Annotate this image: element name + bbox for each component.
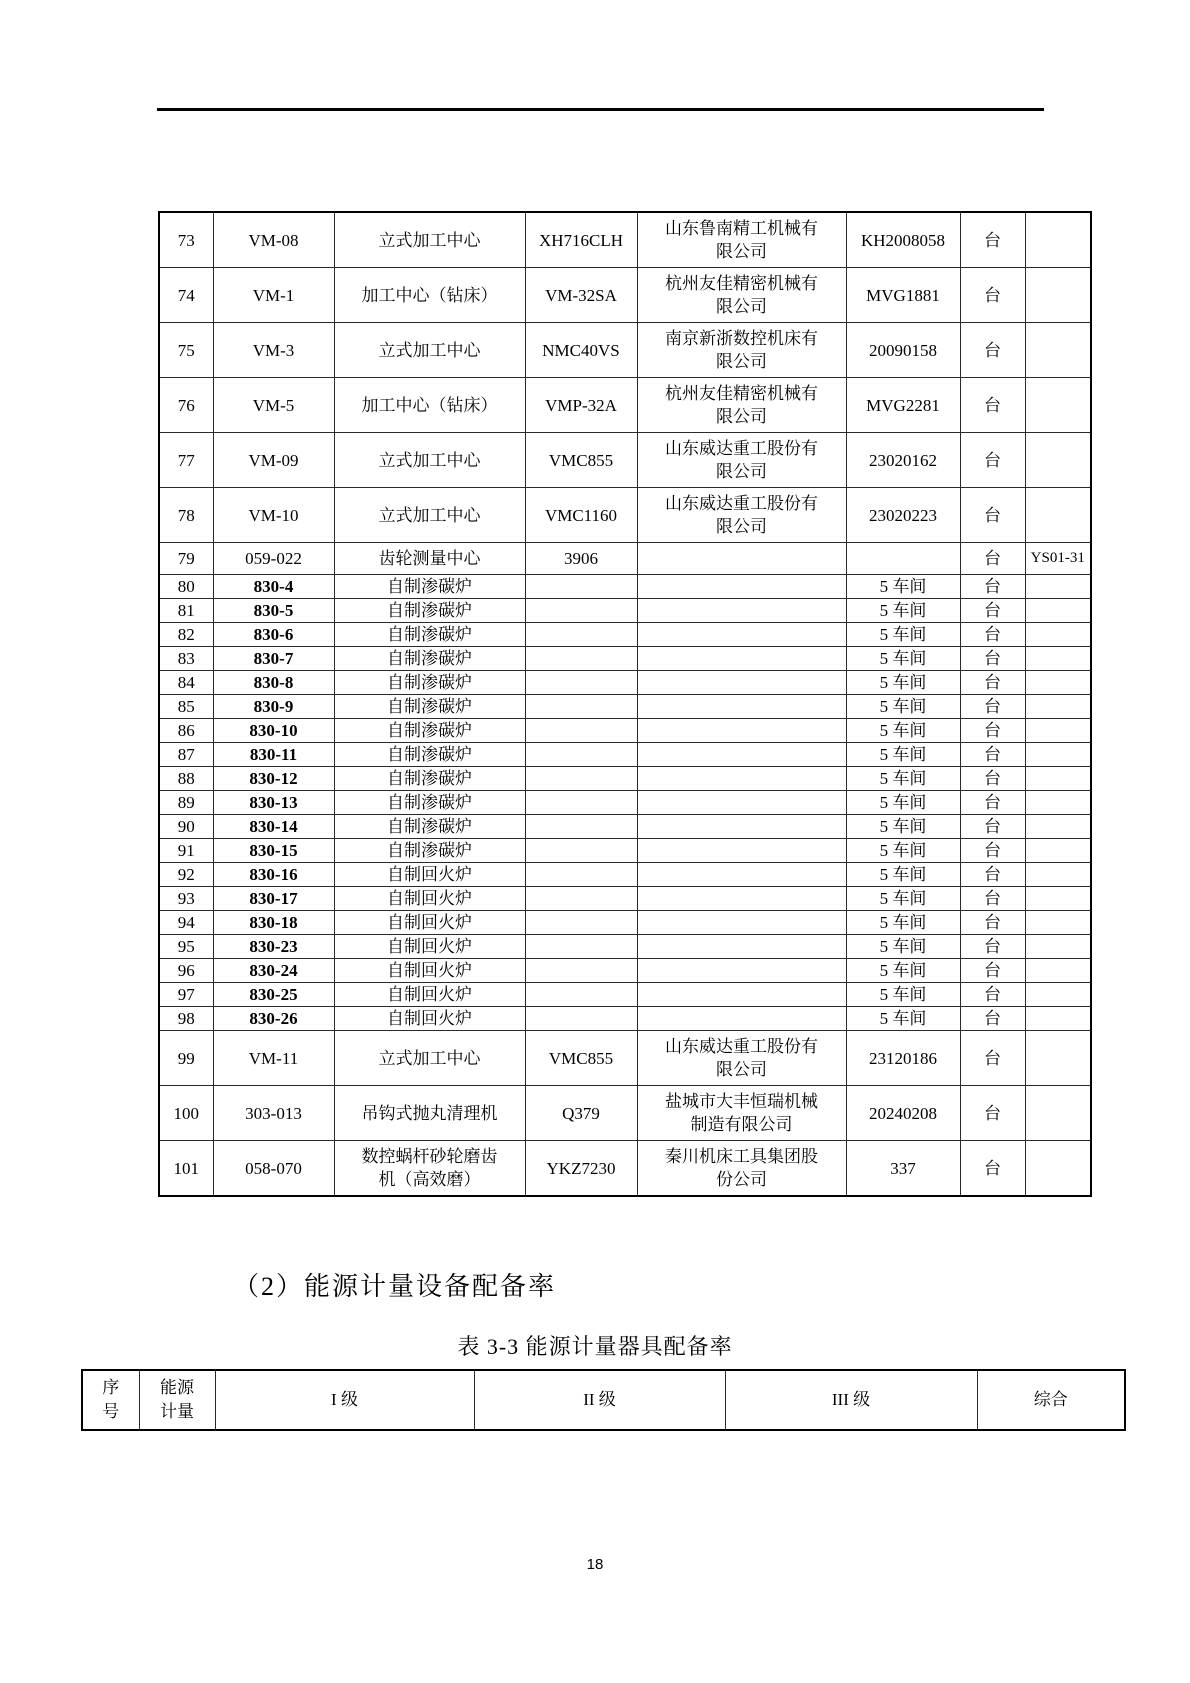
cell-note	[1025, 911, 1091, 935]
metering-table	[81, 1369, 1126, 1431]
cell-model	[525, 647, 637, 671]
cell-name: 立式加工中心	[334, 488, 525, 543]
cell-manufacturer	[637, 983, 846, 1007]
cell-model	[525, 623, 637, 647]
cell-unit: 台	[960, 1086, 1025, 1141]
cell-unit: 台	[960, 488, 1025, 543]
cell-serial: 5 车间	[846, 815, 960, 839]
cell-name: 吊钩式抛丸清理机	[334, 1086, 525, 1141]
cell-model: VMC855	[525, 433, 637, 488]
cell-name: 立式加工中心	[334, 1031, 525, 1086]
cell-model: VMC855	[525, 1031, 637, 1086]
table-row	[159, 212, 1091, 268]
cell-model	[525, 1007, 637, 1031]
cell-no: 100	[159, 1086, 213, 1141]
table-row	[159, 647, 1091, 671]
cell-name: 自制回火炉	[334, 911, 525, 935]
cell-note	[1025, 575, 1091, 599]
table-row	[159, 543, 1091, 575]
cell-no: 96	[159, 959, 213, 983]
cell-name: 自制渗碳炉	[334, 743, 525, 767]
cell-model	[525, 887, 637, 911]
cell-code: 830-9	[213, 695, 334, 719]
cell-serial: 5 车间	[846, 911, 960, 935]
cell-serial: 5 车间	[846, 719, 960, 743]
table-row	[159, 959, 1091, 983]
cell-name: 自制回火炉	[334, 935, 525, 959]
cell-serial	[846, 543, 960, 575]
cell-model: 3906	[525, 543, 637, 575]
cell-manufacturer	[637, 743, 846, 767]
col-header-energy-metering-label: 能源计量	[160, 1378, 194, 1421]
table-row	[159, 719, 1091, 743]
table-row	[159, 887, 1091, 911]
cell-note	[1025, 983, 1091, 1007]
table-row	[159, 767, 1091, 791]
cell-model	[525, 935, 637, 959]
cell-serial: 23020162	[846, 433, 960, 488]
cell-no: 81	[159, 599, 213, 623]
cell-unit: 台	[960, 887, 1025, 911]
table-row	[159, 671, 1091, 695]
table-row	[159, 268, 1091, 323]
cell-unit: 台	[960, 959, 1025, 983]
cell-no: 95	[159, 935, 213, 959]
cell-note	[1025, 743, 1091, 767]
cell-code: VM-11	[213, 1031, 334, 1086]
cell-serial: MVG2281	[846, 378, 960, 433]
cell-name: 加工中心（钻床）	[334, 378, 525, 433]
cell-manufacturer: 山东鲁南精工机械有限公司	[637, 212, 846, 268]
cell-serial: 5 车间	[846, 623, 960, 647]
cell-manufacturer: 山东威达重工股份有限公司	[637, 433, 846, 488]
cell-name: 自制回火炉	[334, 863, 525, 887]
cell-model	[525, 767, 637, 791]
cell-code: VM-08	[213, 212, 334, 268]
cell-unit: 台	[960, 323, 1025, 378]
cell-name: 自制回火炉	[334, 1007, 525, 1031]
cell-serial: 337	[846, 1141, 960, 1197]
cell-note	[1025, 1007, 1091, 1031]
cell-note	[1025, 623, 1091, 647]
cell-code: 830-7	[213, 647, 334, 671]
cell-model	[525, 863, 637, 887]
cell-no: 76	[159, 378, 213, 433]
cell-manufacturer	[637, 543, 846, 575]
cell-name: 加工中心（钻床）	[334, 268, 525, 323]
cell-serial: 5 车间	[846, 1007, 960, 1031]
cell-no: 86	[159, 719, 213, 743]
cell-name: 立式加工中心	[334, 212, 525, 268]
cell-unit: 台	[960, 791, 1025, 815]
cell-serial: 5 车间	[846, 695, 960, 719]
cell-code: VM-5	[213, 378, 334, 433]
cell-model	[525, 911, 637, 935]
cell-model	[525, 959, 637, 983]
page-number: 18	[586, 1556, 604, 1573]
cell-name: 自制渗碳炉	[334, 575, 525, 599]
cell-manufacturer	[637, 695, 846, 719]
cell-unit: 台	[960, 767, 1025, 791]
cell-unit: 台	[960, 695, 1025, 719]
cell-code: 830-18	[213, 911, 334, 935]
cell-model	[525, 599, 637, 623]
cell-note	[1025, 887, 1091, 911]
cell-serial: 5 车间	[846, 887, 960, 911]
cell-code: 830-13	[213, 791, 334, 815]
cell-note	[1025, 599, 1091, 623]
cell-code: 830-14	[213, 815, 334, 839]
cell-name: 自制渗碳炉	[334, 671, 525, 695]
cell-no: 73	[159, 212, 213, 268]
cell-code: VM-10	[213, 488, 334, 543]
cell-unit: 台	[960, 719, 1025, 743]
cell-note	[1025, 1086, 1091, 1141]
cell-unit: 台	[960, 983, 1025, 1007]
cell-manufacturer	[637, 887, 846, 911]
table-row	[159, 599, 1091, 623]
cell-manufacturer	[637, 815, 846, 839]
cell-serial: 23120186	[846, 1031, 960, 1086]
cell-unit: 台	[960, 839, 1025, 863]
cell-model	[525, 671, 637, 695]
table-row	[159, 983, 1091, 1007]
cell-name: 自制回火炉	[334, 887, 525, 911]
table-row	[159, 575, 1091, 599]
cell-unit: 台	[960, 575, 1025, 599]
cell-manufacturer	[637, 863, 846, 887]
cell-note	[1025, 323, 1091, 378]
cell-serial: 20240208	[846, 1086, 960, 1141]
cell-serial: 5 车间	[846, 599, 960, 623]
cell-manufacturer	[637, 1007, 846, 1031]
cell-model: YKZ7230	[525, 1141, 637, 1197]
cell-code: 830-16	[213, 863, 334, 887]
table-row	[159, 839, 1091, 863]
cell-no: 99	[159, 1031, 213, 1086]
cell-manufacturer	[637, 599, 846, 623]
cell-code: 830-24	[213, 959, 334, 983]
cell-no: 98	[159, 1007, 213, 1031]
table-row	[159, 488, 1091, 543]
cell-unit: 台	[960, 863, 1025, 887]
cell-no: 101	[159, 1141, 213, 1197]
cell-manufacturer	[637, 959, 846, 983]
cell-unit: 台	[960, 433, 1025, 488]
cell-manufacturer	[637, 719, 846, 743]
cell-unit: 台	[960, 212, 1025, 268]
cell-name: 自制回火炉	[334, 959, 525, 983]
cell-unit: 台	[960, 623, 1025, 647]
cell-unit: 台	[960, 1007, 1025, 1031]
cell-no: 79	[159, 543, 213, 575]
cell-note: YS01-31	[1025, 543, 1091, 575]
cell-code: 830-4	[213, 575, 334, 599]
cell-serial: 23020223	[846, 488, 960, 543]
cell-unit: 台	[960, 647, 1025, 671]
cell-no: 75	[159, 323, 213, 378]
cell-name: 立式加工中心	[334, 323, 525, 378]
section-heading: （2）能源计量设备配备率	[233, 1272, 557, 1301]
cell-unit: 台	[960, 543, 1025, 575]
cell-model	[525, 743, 637, 767]
cell-no: 78	[159, 488, 213, 543]
cell-serial: 5 车间	[846, 743, 960, 767]
metering-table-title: 表 3-3 能源计量器具配备率	[457, 1334, 733, 1359]
cell-model: NMC40VS	[525, 323, 637, 378]
table-row	[159, 323, 1091, 378]
cell-name: 数控蜗杆砂轮磨齿机（高效磨）	[334, 1141, 525, 1197]
cell-name: 自制渗碳炉	[334, 791, 525, 815]
cell-no: 82	[159, 623, 213, 647]
cell-name: 自制渗碳炉	[334, 767, 525, 791]
cell-note	[1025, 488, 1091, 543]
cell-code: 830-6	[213, 623, 334, 647]
cell-model	[525, 791, 637, 815]
cell-note	[1025, 212, 1091, 268]
col-header-level-2: II 级	[474, 1370, 725, 1430]
cell-no: 90	[159, 815, 213, 839]
cell-name: 自制渗碳炉	[334, 719, 525, 743]
cell-manufacturer	[637, 935, 846, 959]
col-header-comprehensive: 综合	[977, 1370, 1125, 1430]
cell-manufacturer	[637, 839, 846, 863]
cell-code: VM-1	[213, 268, 334, 323]
table-row	[159, 791, 1091, 815]
cell-unit: 台	[960, 743, 1025, 767]
table-row	[159, 911, 1091, 935]
cell-model	[525, 839, 637, 863]
cell-serial: KH2008058	[846, 212, 960, 268]
cell-serial: 5 车间	[846, 983, 960, 1007]
table-row	[159, 863, 1091, 887]
cell-manufacturer: 山东威达重工股份有限公司	[637, 1031, 846, 1086]
cell-manufacturer	[637, 791, 846, 815]
cell-note	[1025, 815, 1091, 839]
cell-no: 91	[159, 839, 213, 863]
cell-no: 92	[159, 863, 213, 887]
cell-serial: 5 车间	[846, 767, 960, 791]
cell-manufacturer: 杭州友佳精密机械有限公司	[637, 268, 846, 323]
cell-name: 自制渗碳炉	[334, 815, 525, 839]
cell-note	[1025, 719, 1091, 743]
cell-unit: 台	[960, 378, 1025, 433]
cell-manufacturer: 南京新浙数控机床有限公司	[637, 323, 846, 378]
cell-note	[1025, 863, 1091, 887]
cell-unit: 台	[960, 671, 1025, 695]
cell-code: 830-23	[213, 935, 334, 959]
cell-manufacturer: 秦川机床工具集团股份公司	[637, 1141, 846, 1197]
cell-unit: 台	[960, 268, 1025, 323]
cell-manufacturer: 杭州友佳精密机械有限公司	[637, 378, 846, 433]
cell-manufacturer: 山东威达重工股份有限公司	[637, 488, 846, 543]
cell-note	[1025, 1141, 1091, 1197]
cell-note	[1025, 695, 1091, 719]
table-row	[159, 433, 1091, 488]
table-row	[159, 815, 1091, 839]
cell-name: 自制渗碳炉	[334, 695, 525, 719]
col-header-level-1: I 级	[215, 1370, 474, 1430]
cell-no: 85	[159, 695, 213, 719]
cell-serial: 5 车间	[846, 791, 960, 815]
cell-note	[1025, 959, 1091, 983]
cell-code: 059-022	[213, 543, 334, 575]
cell-unit: 台	[960, 1141, 1025, 1197]
cell-unit: 台	[960, 815, 1025, 839]
cell-serial: 5 车间	[846, 959, 960, 983]
cell-name: 自制渗碳炉	[334, 599, 525, 623]
cell-serial: 5 车间	[846, 839, 960, 863]
col-header-serial-no-label: 序号	[102, 1378, 120, 1421]
cell-name: 齿轮测量中心	[334, 543, 525, 575]
cell-code: VM-09	[213, 433, 334, 488]
cell-note	[1025, 935, 1091, 959]
cell-code: 830-15	[213, 839, 334, 863]
cell-code: 830-8	[213, 671, 334, 695]
cell-model: XH716CLH	[525, 212, 637, 268]
cell-note	[1025, 433, 1091, 488]
equipment-table	[158, 211, 1092, 1197]
cell-code: 830-26	[213, 1007, 334, 1031]
table-row	[159, 1007, 1091, 1031]
cell-unit: 台	[960, 911, 1025, 935]
cell-note	[1025, 647, 1091, 671]
cell-no: 88	[159, 767, 213, 791]
cell-code: 303-013	[213, 1086, 334, 1141]
table-row	[159, 743, 1091, 767]
cell-no: 87	[159, 743, 213, 767]
cell-note	[1025, 268, 1091, 323]
table-row	[159, 378, 1091, 433]
table-row	[159, 1141, 1091, 1197]
cell-unit: 台	[960, 599, 1025, 623]
cell-name: 自制渗碳炉	[334, 623, 525, 647]
cell-serial: 5 车间	[846, 671, 960, 695]
cell-code: 830-17	[213, 887, 334, 911]
cell-name: 自制渗碳炉	[334, 839, 525, 863]
cell-code: 058-070	[213, 1141, 334, 1197]
cell-model	[525, 983, 637, 1007]
col-header-energy-metering	[139, 1370, 215, 1430]
cell-no: 74	[159, 268, 213, 323]
cell-serial: 20090158	[846, 323, 960, 378]
cell-no: 97	[159, 983, 213, 1007]
cell-no: 84	[159, 671, 213, 695]
cell-no: 83	[159, 647, 213, 671]
cell-model: Q379	[525, 1086, 637, 1141]
cell-model: VMC1160	[525, 488, 637, 543]
cell-model	[525, 719, 637, 743]
cell-manufacturer	[637, 575, 846, 599]
table-row	[159, 1086, 1091, 1141]
cell-name: 自制回火炉	[334, 983, 525, 1007]
cell-unit: 台	[960, 1031, 1025, 1086]
col-header-serial-no	[82, 1370, 139, 1430]
table-row	[159, 1031, 1091, 1086]
cell-no: 80	[159, 575, 213, 599]
cell-serial: 5 车间	[846, 863, 960, 887]
cell-note	[1025, 791, 1091, 815]
table-row	[159, 623, 1091, 647]
cell-no: 94	[159, 911, 213, 935]
cell-serial: 5 车间	[846, 935, 960, 959]
cell-code: 830-11	[213, 743, 334, 767]
cell-manufacturer	[637, 767, 846, 791]
cell-code: VM-3	[213, 323, 334, 378]
cell-serial: 5 车间	[846, 647, 960, 671]
table-row	[159, 695, 1091, 719]
cell-note	[1025, 671, 1091, 695]
cell-manufacturer	[637, 623, 846, 647]
cell-code: 830-25	[213, 983, 334, 1007]
cell-note	[1025, 767, 1091, 791]
metering-header-row	[82, 1370, 1125, 1430]
cell-manufacturer	[637, 647, 846, 671]
cell-name: 立式加工中心	[334, 433, 525, 488]
cell-model	[525, 815, 637, 839]
cell-unit: 台	[960, 935, 1025, 959]
cell-manufacturer: 盐城市大丰恒瑞机械制造有限公司	[637, 1086, 846, 1141]
col-header-level-3: III 级	[725, 1370, 977, 1430]
cell-no: 93	[159, 887, 213, 911]
cell-manufacturer	[637, 671, 846, 695]
cell-serial: MVG1881	[846, 268, 960, 323]
cell-serial: 5 车间	[846, 575, 960, 599]
cell-model: VMP-32A	[525, 378, 637, 433]
cell-model	[525, 695, 637, 719]
cell-note	[1025, 1031, 1091, 1086]
cell-note	[1025, 378, 1091, 433]
cell-code: 830-10	[213, 719, 334, 743]
cell-note	[1025, 839, 1091, 863]
cell-code: 830-5	[213, 599, 334, 623]
cell-manufacturer	[637, 911, 846, 935]
cell-code: 830-12	[213, 767, 334, 791]
table-row	[159, 935, 1091, 959]
cell-model	[525, 575, 637, 599]
cell-no: 89	[159, 791, 213, 815]
cell-name: 自制渗碳炉	[334, 647, 525, 671]
cell-model: VM-32SA	[525, 268, 637, 323]
cell-no: 77	[159, 433, 213, 488]
page-header-rule	[157, 108, 1044, 111]
